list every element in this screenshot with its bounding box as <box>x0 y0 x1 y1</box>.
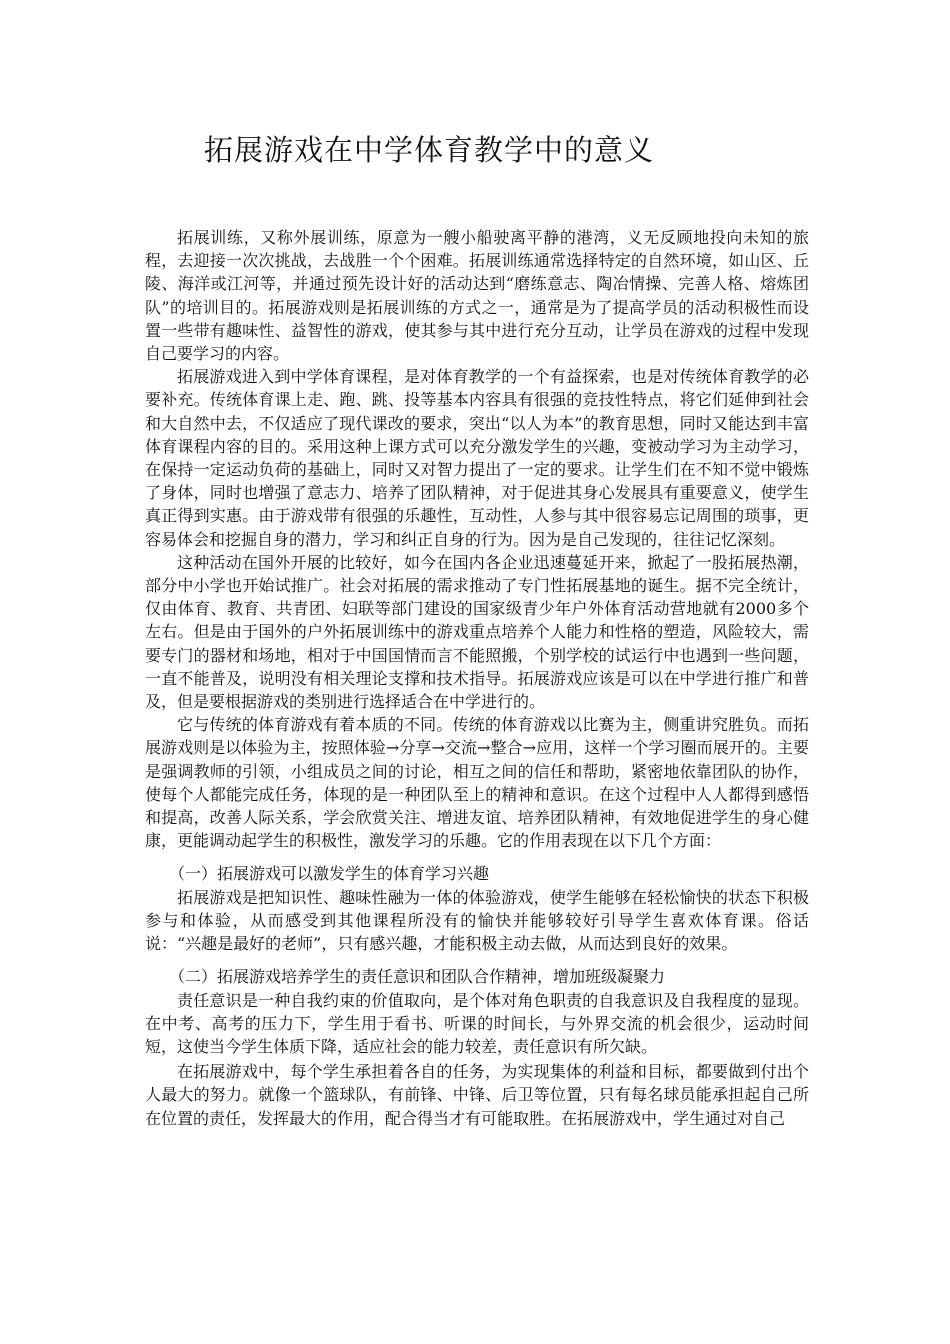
paragraph-2: 拓展游戏进入到中学体育课程，是对体育教学的一个有益探索，也是对传统体育教学的必要补充。传统体育课上走、跑、跳、投等基本内容具有很强的竞技性特点，将它们延伸到社会和大自然中去，不仅适应了现代课改的要求，突出“以人为本”的教育思想，同时又能达到丰富体育课程内容的目的。采用这种上课方式可以充分激发学生的兴趣，变被动学习为主动学习，在保持一定运动负荷的基础上，同时又对智力提出了一定的要求。让学生们在不知不觉中锻炼了身体，同时也增强了意志力、培养了团队精神，对于促进其身心发展具有重要意义，使学生真正得到实惠。由于游戏带有很强的乐趣性，互动性，人参与其中很容易忘记周围的琐事，更容易体会和挖掘自身的潜力，学习和纠正自身的行为。因为是自己发现的，往往记忆深刻。 <box>145 367 809 549</box>
paragraph-4: 它与传统的体育游戏有着本质的不同。传统的体育游戏以比赛为主，侧重讲究胜负。而拓展游戏则是以体验为主，按照体验→分享→交流→整合→应用，这样一个学习圈而展开的。主要是强调教师的引领，小组成员之间的讨论，相互之间的信任和帮助，紧密地依靠团队的协作，使每个人都能完成任务，体现的是一种团队至上的精神和意识。在这个过程中人人都得到感悟和提高，改善人际关系，学会欣赏关注、增进友谊、培养团队精神，有效地促进学生的身心健康，更能调动起学生的积极性，激发学习的乐趣。它的作用表现在以下几个方面： <box>145 715 809 851</box>
section-1-heading: （一）拓展游戏可以激发学生的体育学习兴趣 <box>169 864 490 884</box>
section-2-heading: （二）拓展游戏培养学生的责任意识和团队合作精神，增加班级凝聚力 <box>169 967 666 987</box>
document-title: 拓展游戏在中学体育教学中的意义 <box>204 133 655 167</box>
section-1-paragraph-1: 拓展游戏是把知识性、趣味性融为一体的体验游戏，使学生能够在轻松愉快的状态下积极参与和体验，从而感受到其他课程所没有的愉快并能够较好引导学生喜欢体育课。俗话说：“兴趣是最好的老师”，只有感兴趣，才能积极主动去做，从而达到良好的效果。 <box>145 887 809 954</box>
paragraph-3: 这种活动在国外开展的比较好，如今在国内各企业迅速蔓延开来，掀起了一股拓展热潮，部分中小学也开始试推广。社会对拓展的需求推动了专门性拓展基地的诞生。据不完全统计，仅由体育、教育、共青团、妇联等部门建设的国家级青少年户外体育活动营地就有2000多个左右。但是由于国外的户外拓展训练中的游戏重点培养个人能力和性格的塑造，风险较大，需要专门的器材和场地，相对于中国国情而言不能照搬，个别学校的试运行中也遇到一些问题，一直不能普及，说明没有相关理论支撑和技术指导。拓展游戏应该是可以在中学进行推广和普及，但是要根据游戏的类别进行选择适合在中学进行的。 <box>145 552 809 712</box>
paragraph-1: 拓展训练，又称外展训练，原意为一艘小船驶离平静的港湾，义无反顾地投向未知的旅程，去迎接一次次挑战，去战胜一个个困难。拓展训练通常选择特定的自然环境，如山区、丘陵、海洋或江河等，并通过预先设计好的活动达到“磨练意志、陶冶情操、完善人格、熔炼团队”的培训目的。拓展游戏则是拓展训练的方式之一，通常是为了提高学员的活动积极性而设置一些带有趣味性、益智性的游戏，使其参与其中进行充分互动，让学员在游戏的过程中发现自己要学习的内容。 <box>145 228 809 364</box>
section-2-paragraph-2: 在拓展游戏中，每个学生承担着各自的任务，为实现集体的利益和目标，都要做到付出个人最大的努力。就像一个篮球队，有前锋、中锋、后卫等位置，只有每名球员能承担起自己所在位置的责任，发挥最大的作用，配合得当才有可能取胜。在拓展游戏中，学生通过对自己 <box>145 1062 809 1128</box>
document-body <box>145 226 809 1130</box>
section-2-paragraph-1: 责任意识是一种自我约束的价值取向，是个体对角色职责的自我意识及自我程度的显现。在中考、高考的压力下，学生用于看书、听课的时间长，与外界交流的机会很少，运动时间短，这使当今学生体质下降，适应社会的能力较差，责任意识有所欠缺。 <box>145 990 809 1056</box>
